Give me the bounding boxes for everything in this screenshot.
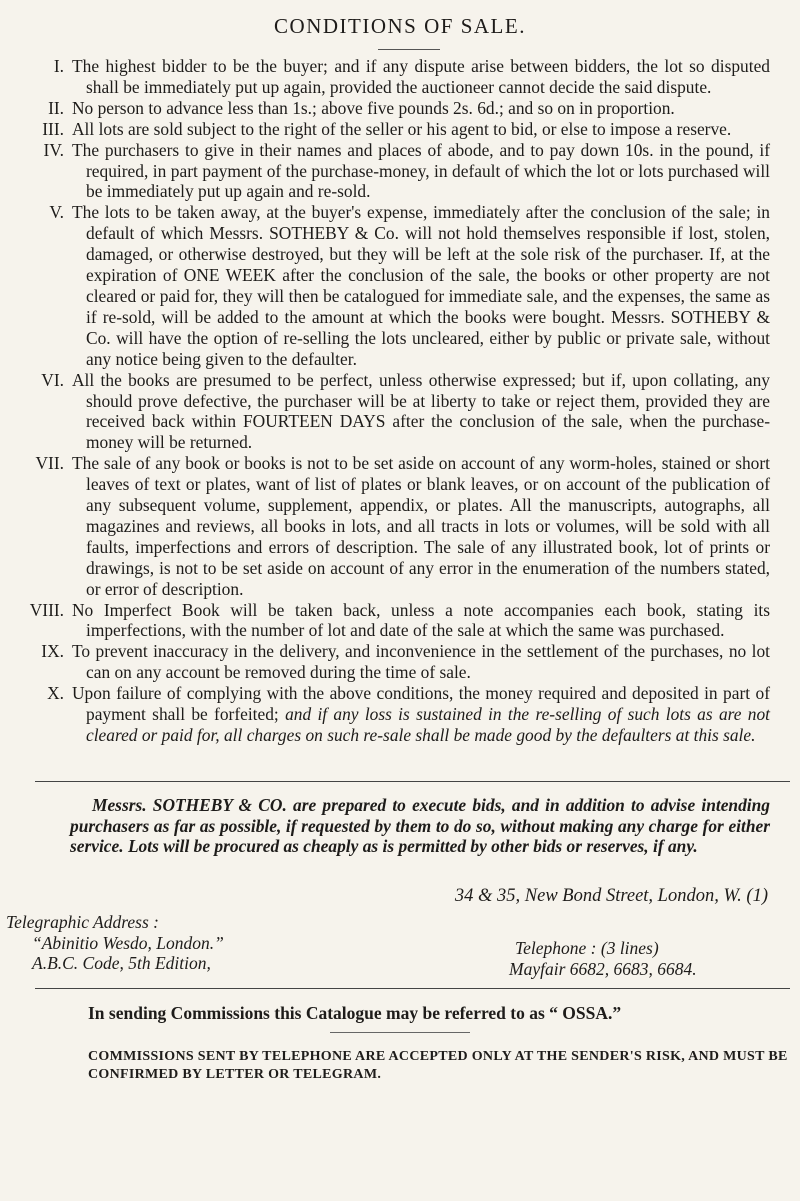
title-underline [378,49,440,50]
condition-item [0,641,800,683]
telephone-block [509,938,697,979]
conditions-list [0,56,800,746]
telephone-label: Telephone : (3 lines) [515,938,659,958]
divider-rule [35,781,790,782]
condition-text: No person to advance less than 1s.; above five pounds 2s. 6d.; and so on in proportion. [72,97,675,118]
condition-number: IV. [43,139,64,160]
condition-text: No Imperfect Book will be taken back, unless a note accompanies each book, stating its imperfections, with the number of lot and date of the sale at which the same was purchased. [72,599,770,641]
commissions-note: In sending Commissions this Catalogue may be referred to as “ OSSA.” [88,1003,622,1023]
bids-notice: Messrs. SOTHEBY & CO. are prepared to execute bids, and in addition to advise intending purchasers as far as possible, if requested by them to do so, without making any charge for either service. Lots will be procured as cheaply as is permitted by other bids or reserves, if any. [70,795,770,856]
condition-number: III. [42,118,64,139]
condition-text: The highest bidder to be the buyer; and if any dispute arise between bidders, the lot so disputed shall be immediately put up again, provided the auctioneer cannot decide the said dispute. [72,56,770,97]
condition-number: V. [49,202,64,223]
condition-item [0,140,800,203]
condition-text: To prevent inaccuracy in the delivery, and inconvenience in the settlement of the purchases, no lot can on any account be removed during the time of sale. [72,641,770,683]
condition-text: The sale of any book or books is not to be set aside on account of any worm-holes, stained or short leaves of text or plates, want of list of plates or blank leaves, or on account of the publication of any subsequent volume, supplement, appendix, or plates. All the manuscripts, autographs, all magazines and reviews, all books in lots, and all tracts in lots or volumes, will be sold with all faults, imperfections and errors of description. The sale of any illustrated book, lot of prints or drawings, is not to be set aside on account of any error in the enumeration of the numbers stated, or error of description. [72,453,770,599]
condition-number: I. [53,56,64,76]
condition-number: VI. [41,369,64,390]
page-title: CONDITIONS OF SALE. [274,14,526,38]
short-divider [330,1032,470,1033]
telegraphic-address: “Abinitio Wesdo, London.” [32,932,224,953]
condition-item [0,453,800,599]
telephone-numbers: Mayfair 6682, 6683, 6684. [509,958,697,979]
telegraphic-block [6,912,224,974]
condition-text: The purchasers to give in their names and places of abode, and to pay down 10s. in the pound, if required, in part payment of the purchase-money, in default of which the lot or lots purchased will be immediately put up again and re-sold. [72,139,770,202]
condition-text: All lots are sold subject to the right of the seller or his agent to bid, or else to impose a reserve. [72,118,732,139]
condition-item [0,119,800,140]
condition-number: X. [47,683,64,704]
telephone-warning: COMMISSIONS SENT BY TELEPHONE ARE ACCEPTED ONLY AT THE SENDER'S RISK, AND MUST BE CONFIRMED BY LETTER OR TELEGRAM. [88,1049,788,1082]
condition-item [0,600,800,642]
condition-item [0,56,800,98]
condition-item [0,98,800,119]
condition-text-main: Upon failure of complying with the above conditions, the money required and deposited in part of payment shall be forfeited; [72,683,770,725]
condition-item [0,683,800,746]
telegraphic-label: Telegraphic Address : [6,912,159,932]
telegraphic-code: A.B.C. Code, 5th Edition, [32,953,211,973]
divider-rule [35,988,790,989]
business-address: 34 & 35, New Bond Street, London, W. (1) [454,886,768,906]
condition-number: II. [48,97,64,118]
condition-text: The lots to be taken away, at the buyer's expense, immediately after the conclusion of the sale; in default of which Messrs. SOTHEBY & Co. will not hold themselves responsible if lost, stolen, damaged, or otherwise destroyed, but they will be left at the sole risk of the purchaser. If, at the expiration of ONE WEEK after the conclusion of the sale, the books or other property are not cleared or paid for, they will then be catalogued for immediate sale, and the expenses, the same as if re-sold, will be added to the amount at which the books were bought. Messrs. SOTHEBY & Co. will have the option of re-selling the lots uncleared, either by public or private sale, without any notice being given to the defaulter. [72,202,770,369]
condition-item [0,370,800,454]
condition-text: All the books are presumed to be perfect, unless otherwise expressed; but if, upon collating, any should prove defective, the purchaser will be at liberty to take or reject them, provided they are received back within FOURTEEN DAYS after the conclusion of the sale, when the purchase-money will be returned. [72,369,770,453]
condition-text [72,683,770,746]
condition-number: IX. [41,641,64,662]
condition-item [0,202,800,369]
condition-number: VII. [35,453,64,474]
condition-text-italic: and if any loss is sustained in the re-selling of such lots as are not cleared or paid for, all charges on such re-sale shall be made good by the defaulters at this sale. [86,704,770,745]
condition-number: VIII. [29,599,64,620]
